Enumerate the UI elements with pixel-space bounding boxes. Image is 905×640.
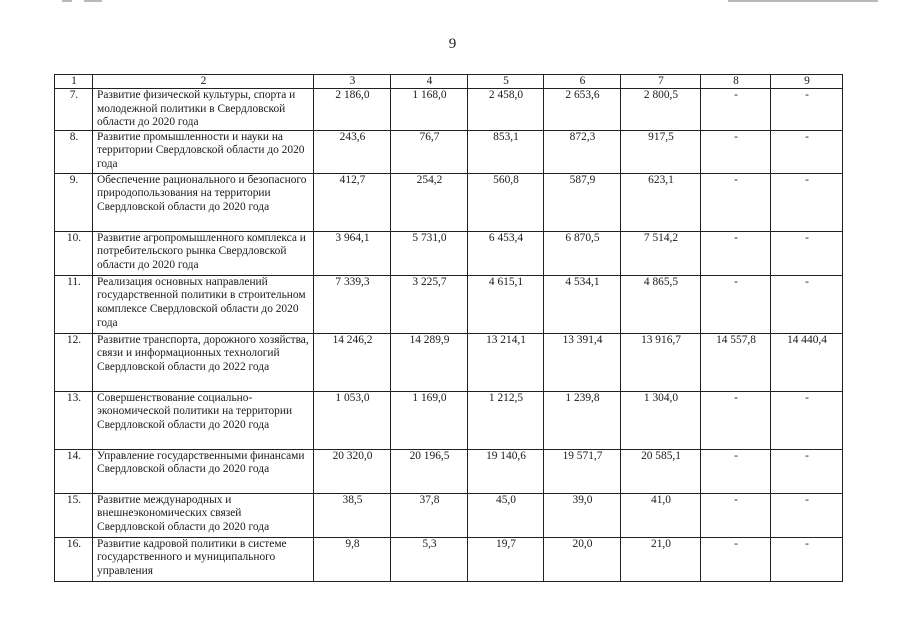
table-row [55,493,843,537]
value-cell: 14 440,4 [771,333,843,391]
program-name: Развитие международных и внешнеэкономических связей Свердловской области до 2020 года [93,493,314,537]
value-cell: 3 225,7 [391,275,468,333]
value-cell: - [771,89,843,131]
column-header: 2 [93,75,314,89]
value-cell: 587,9 [544,173,621,231]
value-cell: - [701,89,771,131]
program-name: Реализация основных направлений государственной политики в строительном комплексе Свердловской области до 2020 года [93,275,314,333]
value-cell: - [701,173,771,231]
column-header: 1 [55,75,93,89]
value-cell: - [771,391,843,449]
value-cell: - [771,537,843,581]
value-cell: 2 186,0 [314,89,391,131]
value-cell: 412,7 [314,173,391,231]
table-row [55,89,843,131]
program-name: Развитие кадровой политики в системе государственного и муниципального управления [93,537,314,581]
value-cell: 37,8 [391,493,468,537]
value-cell: 21,0 [621,537,701,581]
value-cell: 13 214,1 [468,333,544,391]
value-cell: 853,1 [468,130,544,173]
value-cell: 560,8 [468,173,544,231]
program-name: Развитие агропромышленного комплекса и потребительского рынка Свердловской области до 2020 года [93,231,314,275]
value-cell: 1 212,5 [468,391,544,449]
value-cell: 39,0 [544,493,621,537]
value-cell: 20 585,1 [621,449,701,493]
table-row [55,333,843,391]
value-cell: 3 964,1 [314,231,391,275]
value-cell: 1 053,0 [314,391,391,449]
header-row [55,75,843,89]
value-cell: 254,2 [391,173,468,231]
value-cell: 14 246,2 [314,333,391,391]
value-cell: 623,1 [621,173,701,231]
value-cell: - [701,275,771,333]
column-header: 6 [544,75,621,89]
value-cell: 2 458,0 [468,89,544,131]
program-name: Совершенствование социально-экономической политики на территории Свердловской области до 2020 года [93,391,314,449]
value-cell: - [771,493,843,537]
value-cell: - [701,130,771,173]
value-cell: 1 168,0 [391,89,468,131]
value-cell: 14 289,9 [391,333,468,391]
value-cell: 917,5 [621,130,701,173]
row-number: 14. [55,449,93,493]
value-cell: 5,3 [391,537,468,581]
row-number: 11. [55,275,93,333]
value-cell: 41,0 [621,493,701,537]
value-cell: 1 169,0 [391,391,468,449]
value-cell: - [771,449,843,493]
table-body [55,89,843,582]
value-cell: 13 391,4 [544,333,621,391]
value-cell: 19 140,6 [468,449,544,493]
value-cell: 19 571,7 [544,449,621,493]
value-cell: - [771,275,843,333]
value-cell: 6 453,4 [468,231,544,275]
program-name: Управление государственными финансами Свердловской области до 2020 года [93,449,314,493]
scan-artifact [84,0,102,2]
row-number: 9. [55,173,93,231]
row-number: 8. [55,130,93,173]
value-cell: 5 731,0 [391,231,468,275]
program-name: Развитие промышленности и науки на территории Свердловской области до 2020 года [93,130,314,173]
program-name: Развитие физической культуры, спорта и молодежной политики в Свердловской области до 2020 года [93,89,314,131]
table-row [55,231,843,275]
value-cell: 4 865,5 [621,275,701,333]
value-cell: 20 196,5 [391,449,468,493]
value-cell: 9,8 [314,537,391,581]
table-row [55,130,843,173]
value-cell: 243,6 [314,130,391,173]
column-header: 3 [314,75,391,89]
value-cell: 7 339,3 [314,275,391,333]
column-header: 7 [621,75,701,89]
value-cell: - [701,449,771,493]
value-cell: - [771,231,843,275]
value-cell: 7 514,2 [621,231,701,275]
value-cell: 13 916,7 [621,333,701,391]
value-cell: - [771,173,843,231]
scan-artifact [62,0,72,2]
row-number: 16. [55,537,93,581]
program-name: Обеспечение рационального и безопасного природопользования на территории Свердловской области до 2020 года [93,173,314,231]
column-header: 4 [391,75,468,89]
value-cell: 1 239,8 [544,391,621,449]
value-cell: - [701,537,771,581]
budget-table [54,74,843,582]
value-cell: 872,3 [544,130,621,173]
value-cell: 6 870,5 [544,231,621,275]
value-cell: - [771,130,843,173]
value-cell: 4 534,1 [544,275,621,333]
table-row [55,449,843,493]
row-number: 15. [55,493,93,537]
value-cell: - [701,231,771,275]
value-cell: 20 320,0 [314,449,391,493]
program-name: Развитие транспорта, дорожного хозяйства, связи и информационных технологий Свердловской области до 2022 года [93,333,314,391]
value-cell: 1 304,0 [621,391,701,449]
column-header: 5 [468,75,544,89]
value-cell: 2 800,5 [621,89,701,131]
row-number: 10. [55,231,93,275]
row-number: 13. [55,391,93,449]
column-header: 9 [771,75,843,89]
table-header [55,75,843,89]
value-cell: - [701,493,771,537]
value-cell: 19,7 [468,537,544,581]
value-cell: 45,0 [468,493,544,537]
column-header: 8 [701,75,771,89]
value-cell: 76,7 [391,130,468,173]
row-number: 12. [55,333,93,391]
table-row [55,537,843,581]
value-cell: 2 653,6 [544,89,621,131]
value-cell: 4 615,1 [468,275,544,333]
table-row [55,275,843,333]
table-row [55,173,843,231]
page-number: 9 [448,36,457,52]
value-cell: - [701,391,771,449]
row-number: 7. [55,89,93,131]
value-cell: 38,5 [314,493,391,537]
value-cell: 20,0 [544,537,621,581]
table-row [55,391,843,449]
value-cell: 14 557,8 [701,333,771,391]
scan-artifact [728,0,878,2]
